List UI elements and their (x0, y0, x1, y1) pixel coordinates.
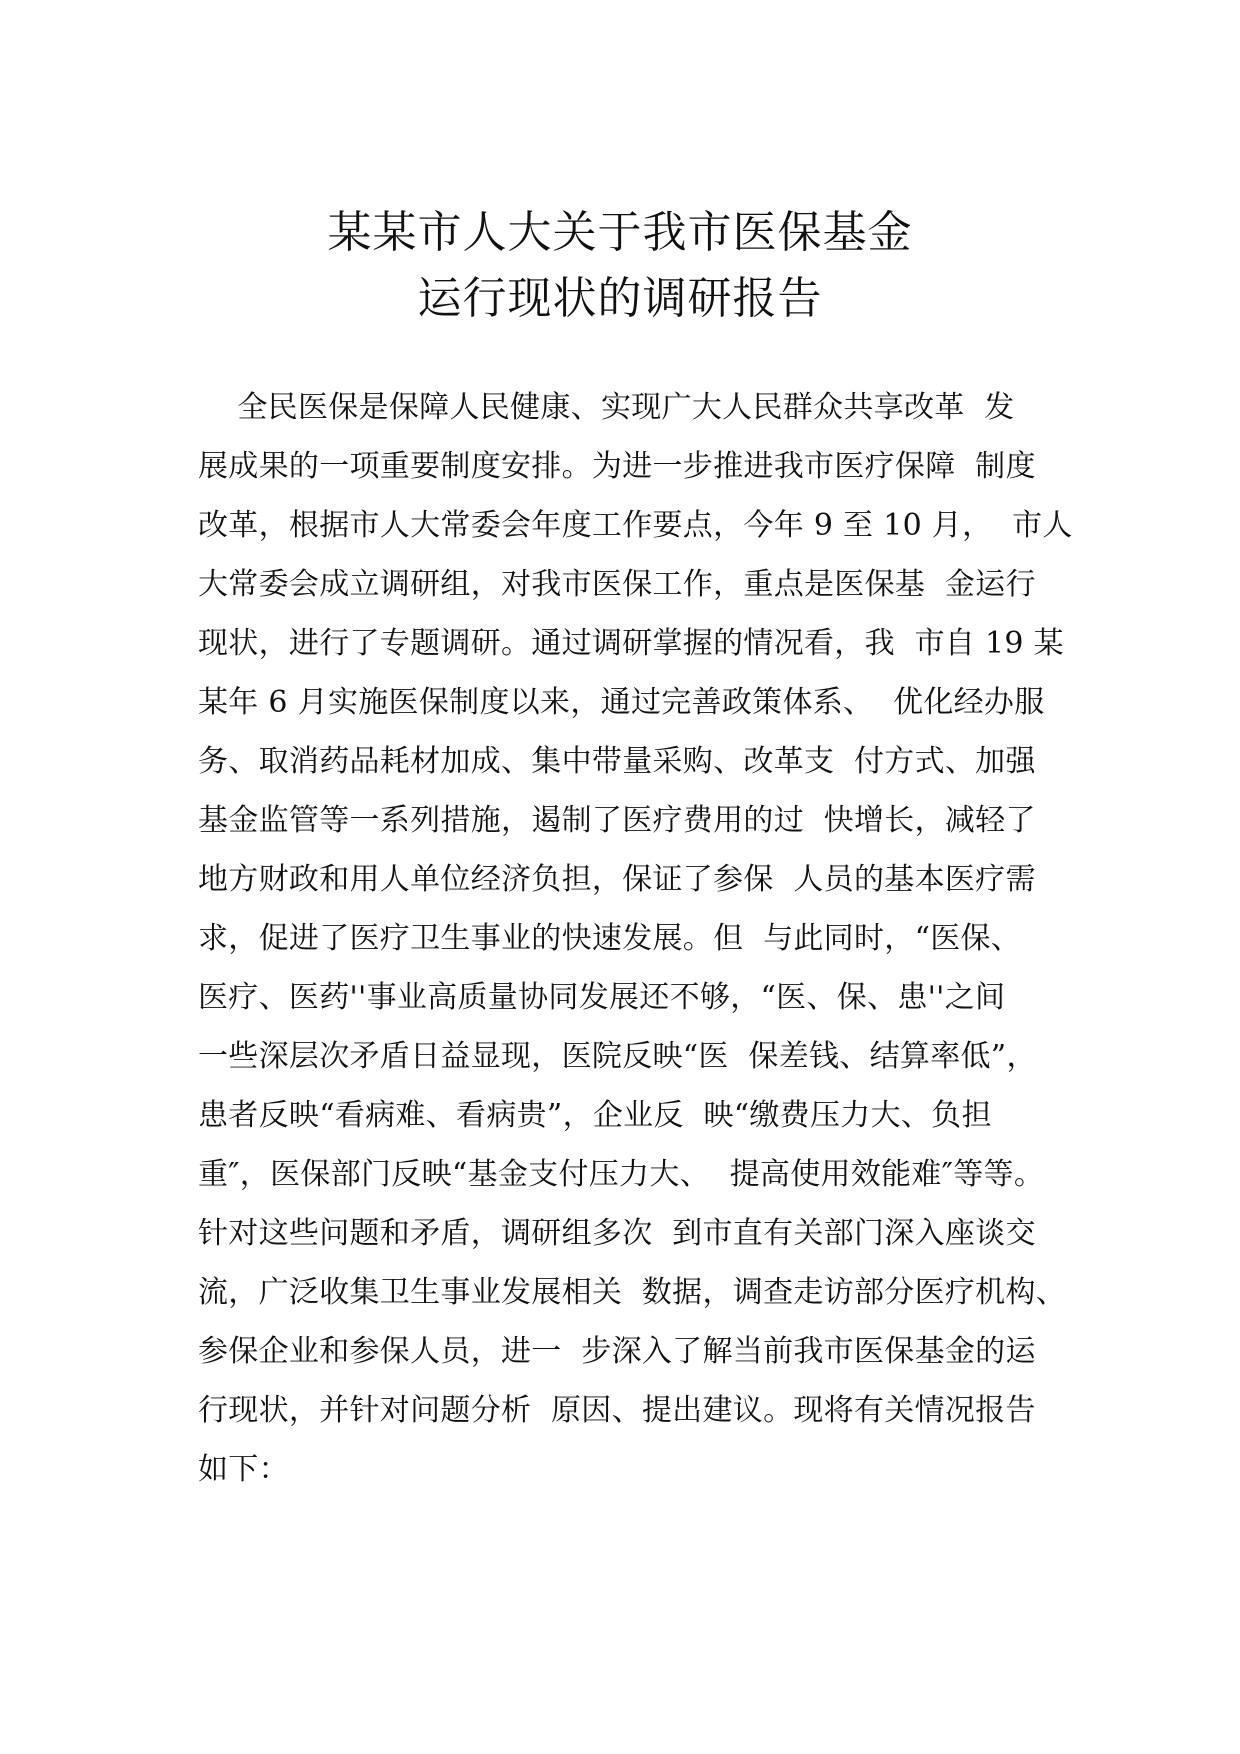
paragraph-line: 全民医保是保障人民健康、实现广大人民群众共享改革 发 (198, 390, 1015, 425)
paragraph-line: 展成果的一项重要制度安排。为进一步推进我市医疗保障 制度 (198, 449, 1036, 484)
paragraph-line: 参保企业和参保人员，进一 步深入了解当前我市医保基金的运 (198, 1334, 1036, 1369)
paragraph-line: 某年 6 月实施医保制度以来，通过完善政策体系、 优化经办服 (198, 685, 1045, 720)
paragraph-line: 现状，进行了专题调研。通过调研掌握的情况看，我 市自 19 某 (198, 626, 1064, 661)
paragraph-line: 如下： (198, 1452, 289, 1487)
paragraph-line: 务、取消药品耗材加成、集中带量采购、改革支 付方式、加强 (198, 744, 1036, 779)
paragraph-line: 改革，根据市人大常委会年度工作要点，今年 9 至 10 月， 市人 (198, 508, 1073, 543)
paragraph-line: 流，广泛收集卫生事业发展相关 数据，调查走访部分医疗机构、 (198, 1275, 1067, 1310)
paragraph-line: 针对这些问题和矛盾，调研组多次 到市直有关部门深入座谈交 (198, 1216, 1036, 1251)
body-paragraph (198, 378, 1078, 1499)
paragraph-line: 大常委会成立调研组，对我市医保工作，重点是医保基 金运行 (198, 567, 1036, 602)
paragraph-line: 行现状，并针对问题分析 原因、提出建议。现将有关情况报告 (198, 1393, 1036, 1428)
title-line-1: 某某市人大关于我市医保基金 (327, 207, 913, 258)
page-title (0, 200, 1240, 332)
paragraph-line: 患者反映“看病难、看病贵”，企业反 映“缴费压力大、负担 (198, 1098, 992, 1133)
title-line-2: 运行现状的调研报告 (417, 273, 823, 324)
paragraph-line: 基金监管等一系列措施，遏制了医疗费用的过 快增长，减轻了 (198, 803, 1036, 838)
paragraph-line: 重″，医保部门反映“基金支付压力大、 提高使用效能难″等等。 (198, 1157, 1045, 1192)
paragraph-line: 医疗、医药''事业高质量协同发展还不够，“医、保、患''之间 (198, 980, 1006, 1015)
paragraph-line: 一些深层次矛盾日益显现，医院反映“医 保差钱、结算率低”， (198, 1039, 1037, 1074)
paragraph-line: 地方财政和用人单位经济负担，保证了参保 人员的基本医疗需 (198, 862, 1036, 897)
paragraph-line: 求，促进了医疗卫生事业的快速发展。但 与此同时，“医保、 (198, 921, 1022, 956)
